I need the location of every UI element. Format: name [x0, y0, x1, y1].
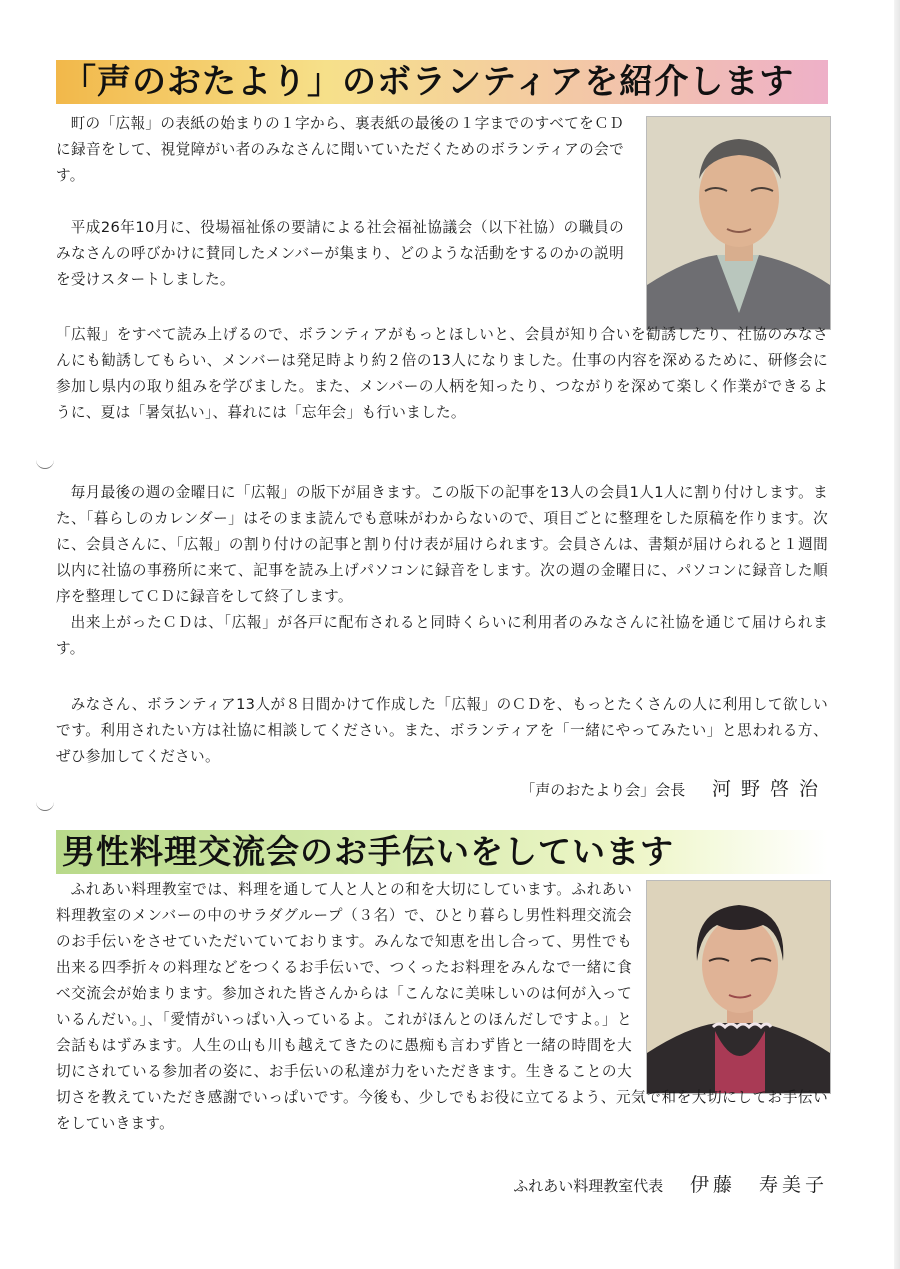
portrait-photo-kono [646, 116, 831, 330]
paragraph: 町の「広報」の表紙の始まりの１字から、裏表紙の最後の１字までのすべてをＣＤに録音をして、視覚障がい者のみなさんに聞いていただくためのボランティアの会です。 [56, 115, 624, 184]
man-portrait-icon [647, 117, 830, 329]
section-heading-voice-letters: 「声のおたより」のボランティアを紹介します [56, 60, 828, 104]
paragraph: 毎月最後の週の金曜日に「広報」の版下が届きます。この版下の記事を13人の会員1人1人に割り付けします。また、「暮らしのカレンダー」はそのまま読んでも意味がわからないので、項目ごとに整理をした原稿を作ります。次に、会員さんに、「広報」の割り付けの記事と割り付け表が届けられます。会員さんは、書類が届けられると１週間以内に社協の事務所に来て、記事を読み上げパソコンに録音をします。次の週の金曜日に、パソコンに録音した順序を整理してＣＤに録音をして終了します。 [56, 484, 828, 605]
signature-cooking-class [513, 1170, 828, 1197]
signature-name: 河野啓治 [711, 778, 828, 800]
signature-voice-letters [520, 774, 828, 801]
binding-mark [36, 800, 54, 811]
paragraph: 「広報」をすべて読み上げるので、ボランティアがもっとほしいと、会員が知り合いを勧誘したり、社協のみなさんにも勧誘してもらい、メンバーは発足時より約２倍の13人になりました。仕事の内容を深めるために、研修会に参加し県内の取り組みを学びました。また、メンバーの人柄を知ったり、つながりを深めて楽しく作業ができるように、夏は「暑気払い」、暮れには「忘年会」も行いました。 [56, 326, 828, 421]
paragraph: 平成26年10月に、役場福祉係の要請による社会福祉協議会（以下社協）の職員のみなさんの呼びかけに賛同したメンバーが集まり、どのような活動をするのかの説明を受けスタートしました。 [56, 219, 624, 288]
signature-name: 伊藤 寿美子 [689, 1174, 828, 1196]
paragraph: 出来上がったＣＤは、「広報」が各戸に配布されると同時くらいに利用者のみなさんに社協を通じて届けられます。 [56, 614, 828, 657]
paragraph: みなさん、ボランティア13人が８日間かけて作成した「広報」のＣＤを、もっとたくさんの人に利用して欲しいです。利用されたい方は社協に相談してください。また、ボランティアを「一緒にやってみたい」と思われる方、ぜひ参加してください。 [56, 696, 828, 765]
photo-text-wrap-spacer [632, 877, 828, 1085]
signature-title: ふれあい料理教室代表 [513, 1177, 664, 1195]
binding-mark [36, 458, 54, 469]
page-edge [894, 0, 900, 1269]
signature-title: 「声のおたより会」会長 [520, 781, 686, 799]
section-heading-mens-cooking: 男性料理交流会のお手伝いをしています [56, 830, 828, 874]
paragraph-cooking: ふれあい料理教室では、料理を通して人と人との和を大切にしています。ふれあい料理教室のメンバーの中のサラダグループ（３名）で、ひとり暮らし男性料理交流会のお手伝いをさせていただいていております。みんなで知恵を出し合って、男性でも出来る四季折々の料理などをつくるお手伝いで、つくったお料理をみんなで一緒に食べ交流会が始まります。参加された皆さんからは「こんなに美味しいのは何が入っているんだい。」、「愛情がいっぱい入っているよ。これがほんとのほんだしですよ。」と会話もはずみます。人生の山も川も越えてきたのに愚痴も言わず皆と一緒の時間を大切にされている参加者の姿に、お手伝いの私達が力をいただきます。生きることの大切さを教えていただき感謝でいっぱいです。今後も、少しでもお役に立てるよう、元気で和を大切にしてお手伝いをしていきます。 [56, 877, 828, 1137]
